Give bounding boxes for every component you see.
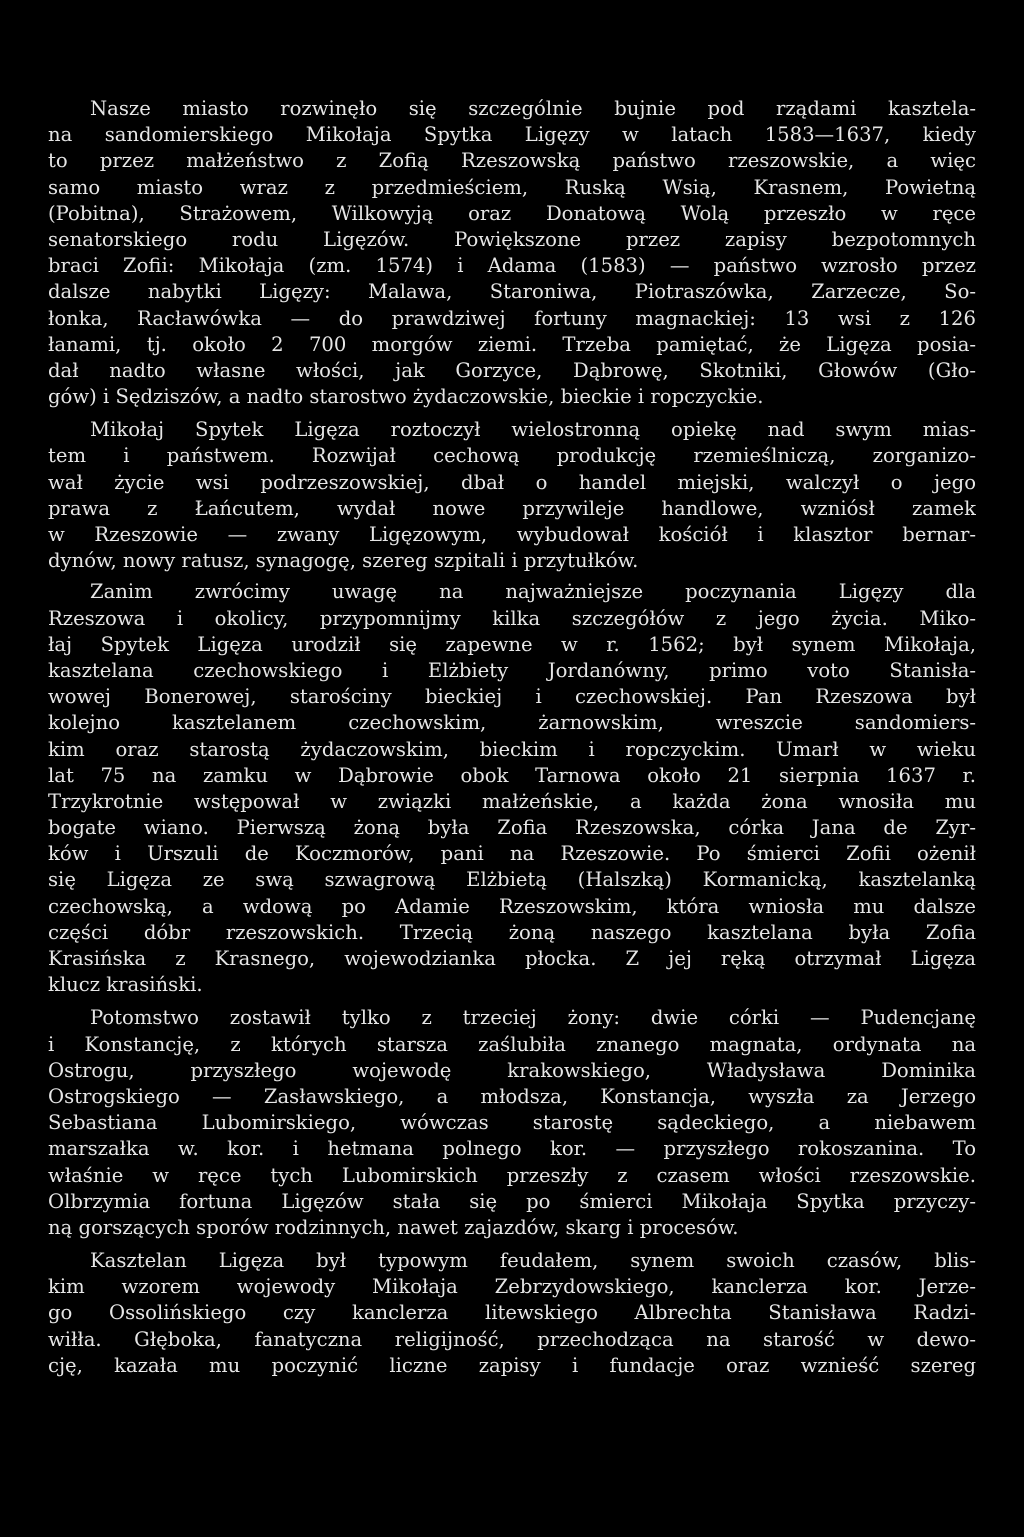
text-line: lat 75 na zamku w Dąbrowie obok Tarnowa około 21 sierpnia 1637 r.: [48, 763, 976, 787]
text-line: ków i Urszuli de Koczmorów, pani na Rzeszowie. Po śmierci Zofii ożenił: [48, 842, 976, 866]
text-line: Ostrogu, przyszłego wojewodę krakowskiego, Władysława Dominika: [48, 1058, 976, 1082]
text-line: gów) i Sędziszów, a nadto starostwo żydaczowskie, bieckie i ropczyckie.: [48, 385, 764, 409]
text-line: dał nadto własne włości, jak Gorzyce, Dąbrowę, Skotniki, Głowów (Gło-: [48, 358, 976, 382]
text-line: bogate wiano. Pierwszą żoną była Zofia Rzeszowska, córka Jana de Zyr-: [48, 816, 976, 840]
text-line: samo miasto wraz z przedmieściem, Ruską Wsią, Krasnem, Powietną: [48, 175, 976, 199]
text-line: Krasińska z Krasnego, wojewodzianka płocka. Z jej ręką otrzymał Ligęza: [48, 947, 976, 970]
text-line: dalsze nabytki Ligęzy: Malawa, Staroniwa, Piotraszówka, Zarzecze, So-: [48, 280, 976, 304]
text-line: kim wzorem wojewody Mikołaja Zebrzydowskiego, kanclerza kor. Jerze-: [48, 1275, 976, 1299]
text-line: wiłła. Głęboka, fanatyczna religijność, przechodząca na starość w dewo-: [48, 1327, 976, 1351]
text-line: tem i państwem. Rozwijał cechową produkcję rzemieślniczą, zorganizo-: [48, 444, 976, 468]
paragraph-2: [48, 417, 976, 574]
text-line: marszałka w. kor. i hetmana polnego kor. — przyszłego rokoszanina. To: [48, 1137, 976, 1161]
text-line: łonka, Racławówka — do prawdziwej fortuny magnackiej: 13 wsi z 126: [48, 306, 976, 330]
document-page: [48, 96, 976, 1379]
text-line: klucz krasiński.: [48, 973, 203, 997]
text-line: to przez małżeństwo z Zofią Rzeszowską państwo rzeszowskie, a więc: [48, 149, 976, 173]
text-line: wowej Bonerowej, starościny bieckiej i czechowskiej. Pan Rzeszowa był: [48, 685, 976, 709]
text-line: Potomstwo zostawił tylko z trzeciej żony: dwie córki — Pudencjanę: [90, 1006, 976, 1030]
text-line: Olbrzymia fortuna Ligęzów stała się po śmierci Mikołaja Spytka przyczy-: [48, 1189, 976, 1213]
text-line: się Ligęza ze swą szwagrową Elżbietą (Halszką) Kormanicką, kasztelanką: [48, 868, 976, 892]
text-line: (Pobitna), Strażowem, Wilkowyją oraz Donatową Wolą przeszło w ręce: [48, 201, 976, 225]
text-line: dynów, nowy ratusz, synagogę, szereg szpitali i przytułków.: [48, 549, 639, 573]
text-line: Trzykrotnie wstępował w związki małżeńskie, a każda żona wnosiła mu: [48, 789, 976, 813]
text-line: kolejno kasztelanem czechowskim, żarnowskim, wreszcie sandomiers-: [48, 711, 976, 735]
text-line: Rzeszowa i okolicy, przypomnijmy kilka szczegółów z jego życia. Miko-: [48, 606, 976, 630]
text-line: Sebastiana Lubomirskiego, wówczas starostę sądeckiego, a niebawem: [48, 1111, 976, 1135]
text-line: Ostrogskiego — Zasławskiego, a młodsza, Konstancja, wyszła za Jerzego: [48, 1084, 976, 1108]
text-line: senatorskiego rodu Ligęzów. Powiększone przez zapisy bezpotomnych: [48, 227, 976, 251]
text-line: Kasztelan Ligęza był typowym feudałem, synem swoich czasów, blis-: [90, 1249, 976, 1273]
text-line: łanami, tj. około 2 700 morgów ziemi. Trzeba pamiętać, że Ligęza posia-: [48, 332, 976, 356]
text-line: cję, kazała mu poczynić liczne zapisy i fundacje oraz wznieść szereg: [48, 1353, 976, 1377]
text-line: w Rzeszowie — zwany Ligęzowym, wybudował kościół i klasztor bernar-: [48, 523, 976, 546]
text-line: ną gorszących sporów rodzinnych, nawet zajazdów, skarg i procesów.: [48, 1215, 739, 1239]
paragraph-5: [48, 1248, 976, 1379]
text-line: Zanim zwrócimy uwagę na najważniejsze poczynania Ligęzy dla: [90, 580, 976, 604]
text-line: kasztelana czechowskiego i Elżbiety Jordanówny, primo voto Stanisła-: [48, 658, 976, 682]
paragraph-1: [48, 96, 976, 410]
text-line: i Konstancję, z których starsza zaślubiła znanego magnata, ordynata na: [48, 1032, 976, 1056]
text-line: Mikołaj Spytek Ligęza roztoczył wielostronną opiekę nad swym mias-: [90, 418, 976, 442]
text-line: Nasze miasto rozwinęło się szczególnie bujnie pod rządami kasztela-: [90, 97, 976, 120]
text-line: czechowską, a wdową po Adamie Rzeszowskim, która wniosła mu dalsze: [48, 894, 976, 918]
text-line: części dóbr rzeszowskich. Trzecią żoną naszego kasztelana była Zofia: [48, 920, 976, 944]
text-line: wał życie wsi podrzeszowskiej, dbał o handel miejski, walczył o jego: [48, 470, 976, 494]
text-line: łaj Spytek Ligęza urodził się zapewne w r. 1562; był synem Mikołaja,: [48, 632, 976, 656]
text-line: braci Zofii: Mikołaja (zm. 1574) i Adama (1583) — państwo wzrosło przez: [48, 254, 976, 278]
paragraph-4: [48, 1005, 976, 1241]
text-line: go Ossolińskiego czy kanclerza litewskiego Albrechta Stanisława Radzi-: [48, 1301, 976, 1325]
paragraph-3: [48, 579, 976, 998]
text-line: właśnie w ręce tych Lubomirskich przeszły z czasem włości rzeszowskie.: [48, 1163, 976, 1187]
text-line: prawa z Łańcutem, wydał nowe przywileje handlowe, wzniósł zamek: [48, 496, 976, 520]
text-line: na sandomierskiego Mikołaja Spytka Ligęzy w latach 1583—1637, kiedy: [48, 123, 976, 147]
text-line: kim oraz starostą żydaczowskim, bieckim i ropczyckim. Umarł w wieku: [48, 737, 976, 761]
